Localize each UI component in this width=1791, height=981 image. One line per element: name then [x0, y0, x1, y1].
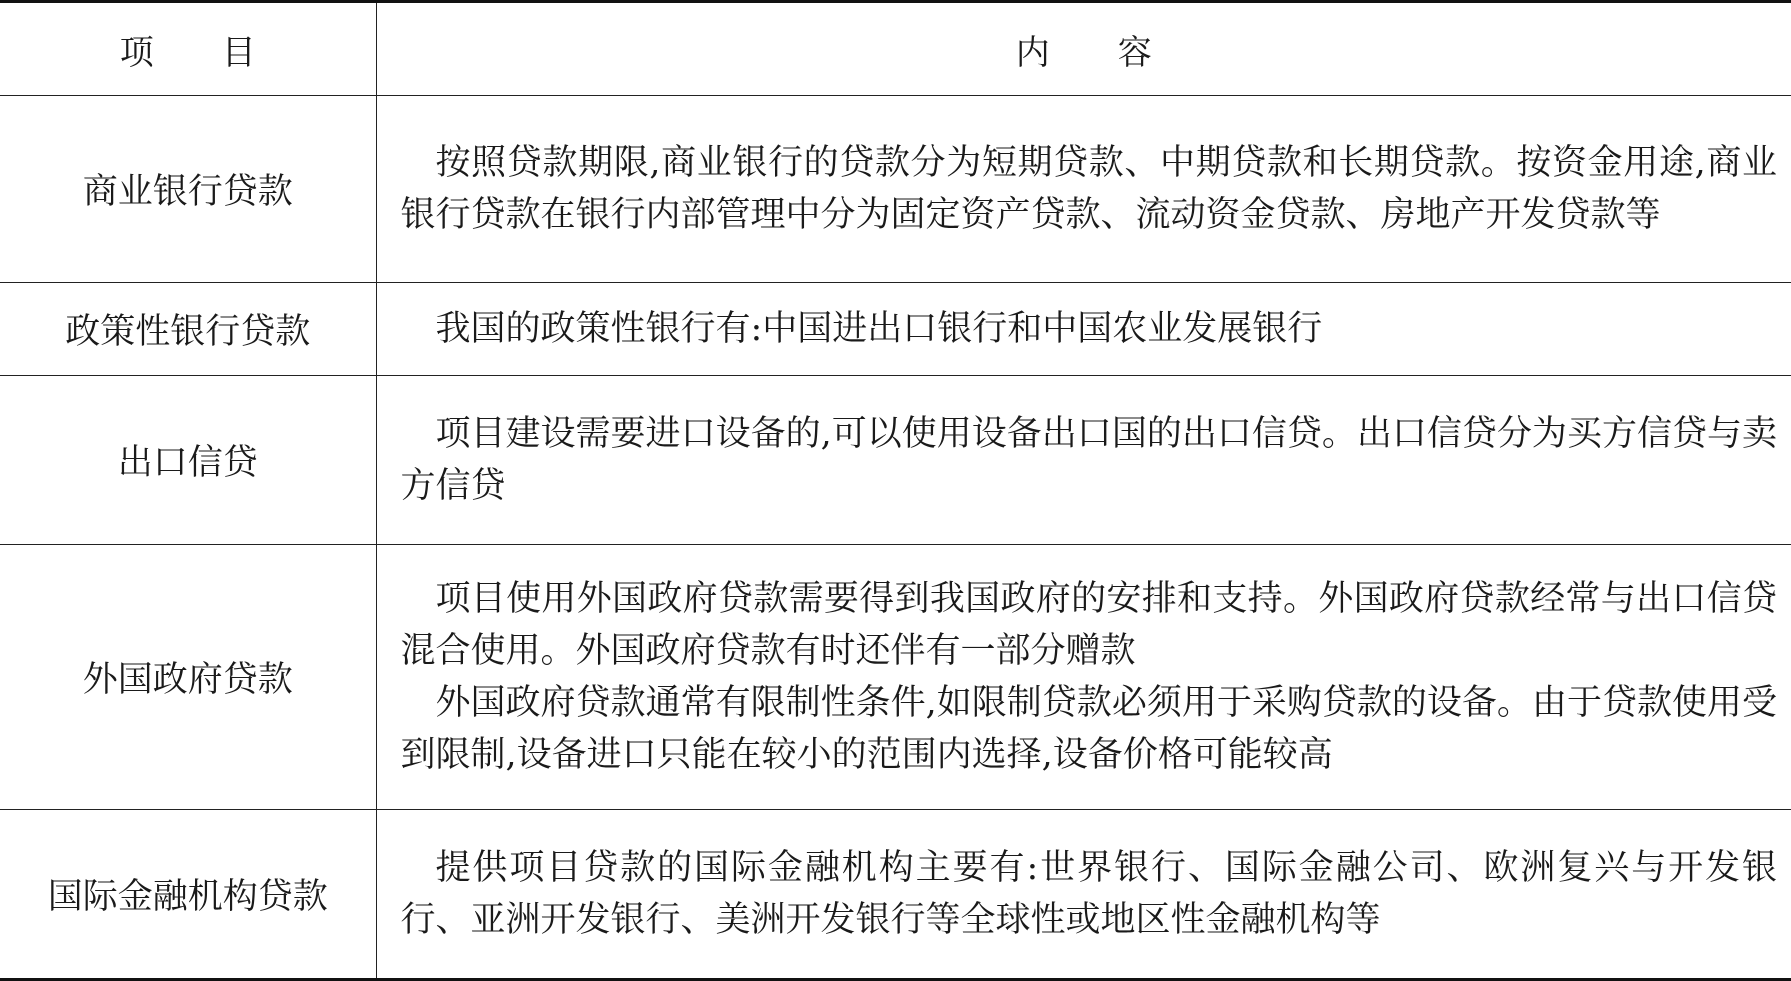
row-item-label: 出口信贷: [0, 376, 376, 545]
row-item-label: 外国政府贷款: [0, 545, 376, 810]
table-header-row: [0, 2, 1791, 96]
table-row: [0, 283, 1791, 376]
row-content: [376, 810, 1791, 980]
header-content: 内 容: [376, 2, 1791, 96]
table-row: [0, 96, 1791, 283]
header-item: 项 目: [0, 2, 376, 96]
row-item-label: 政策性银行贷款: [0, 283, 376, 376]
row-item-label: 国际金融机构贷款: [0, 810, 376, 980]
content-paragraph: 项目使用外国政府贷款需要得到我国政府的安排和支持。外国政府贷款经常与出口信贷混合使用。外国政府贷款有时还伴有一部分赠款: [400, 579, 1777, 671]
row-content: [376, 96, 1791, 283]
table-row: [0, 376, 1791, 545]
table-row: [0, 810, 1791, 980]
content-paragraph: 项目建设需要进口设备的,可以使用设备出口国的出口信贷。出口信贷分为买方信贷与卖方信贷: [400, 414, 1777, 506]
table-row: [0, 545, 1791, 810]
row-content: [376, 283, 1791, 376]
row-content: [376, 376, 1791, 545]
row-item-label: 商业银行贷款: [0, 96, 376, 283]
content-paragraph: 外国政府贷款通常有限制性条件,如限制贷款必须用于采购贷款的设备。由于贷款使用受到限制,设备进口只能在较小的范围内选择,设备价格可能较高: [400, 683, 1777, 775]
row-content: [376, 545, 1791, 810]
content-paragraph: 提供项目贷款的国际金融机构主要有:世界银行、国际金融公司、欧洲复兴与开发银行、亚洲开发银行、美洲开发银行等全球性或地区性金融机构等: [400, 848, 1777, 940]
content-paragraph: 我国的政策性银行有:中国进出口银行和中国农业发展银行: [435, 309, 1323, 349]
content-paragraph: 按照贷款期限,商业银行的贷款分为短期贷款、中期贷款和长期贷款。按资金用途,商业银行贷款在银行内部管理中分为固定资产贷款、流动资金贷款、房地产开发贷款等: [400, 143, 1777, 235]
